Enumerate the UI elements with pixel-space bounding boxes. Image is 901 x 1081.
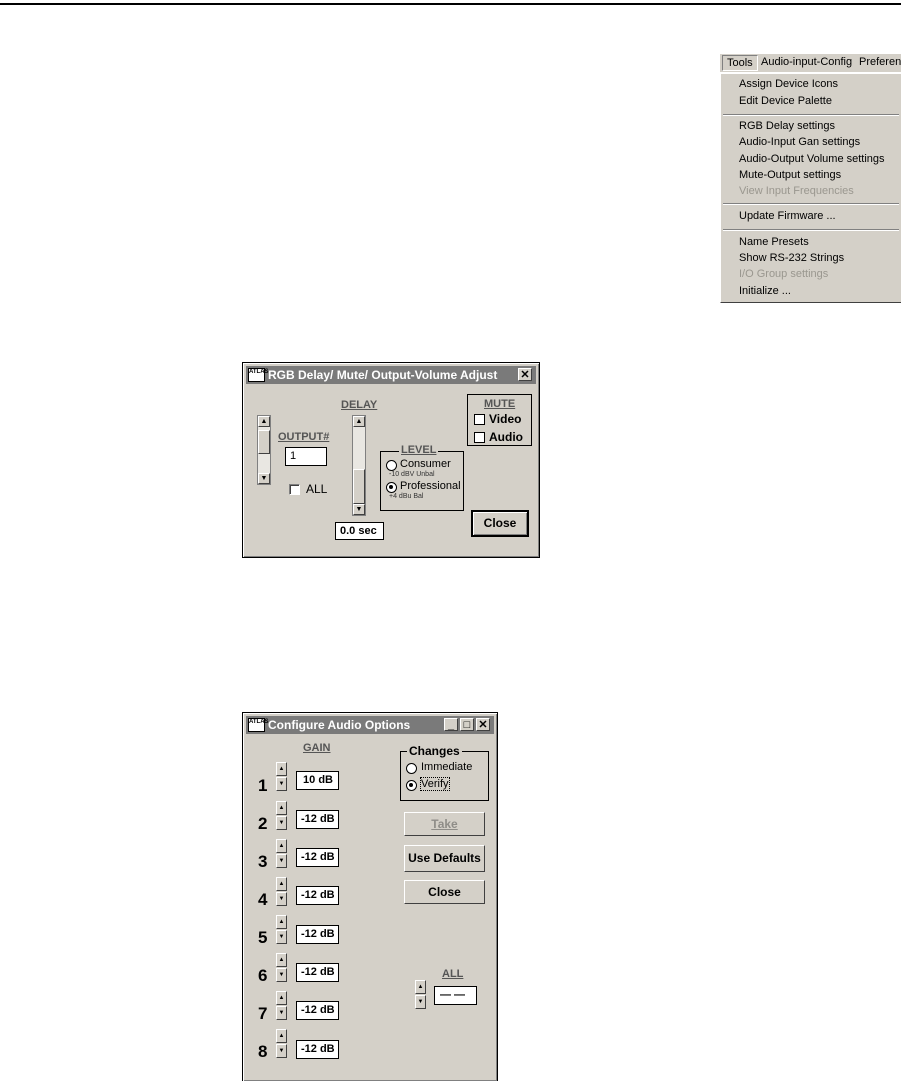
- channel-number: 6: [258, 966, 268, 985]
- menu-item-audio-output-volume-settings[interactable]: Audio-Output Volume settings: [739, 153, 885, 165]
- channel-number: 3: [258, 852, 268, 871]
- channel-number: 8: [258, 1042, 268, 1061]
- all-outputs-label: ALL: [306, 482, 328, 496]
- close-window-button[interactable]: ✕: [518, 368, 532, 381]
- spin-down-icon[interactable]: ▼: [276, 1006, 287, 1020]
- gain-value-field[interactable]: -12 dB: [296, 963, 339, 982]
- channel-number: 4: [258, 890, 268, 909]
- mute-video-label: Video: [489, 412, 522, 426]
- menu-item-audio-input-gain-settings[interactable]: Audio-Input Gan settings: [739, 136, 861, 148]
- gain-value-field[interactable]: -12 dB: [296, 1001, 339, 1020]
- window-title: RGB Delay/ Mute/ Output-Volume Adjust: [268, 368, 498, 382]
- rgb-delay-window: [242, 362, 540, 558]
- menu-separator: [723, 114, 899, 116]
- spin-up-icon[interactable]: ▲: [276, 762, 287, 776]
- minimize-button[interactable]: _: [444, 718, 458, 731]
- gain-value-field[interactable]: -12 dB: [296, 925, 339, 944]
- menu-audio-input-config[interactable]: Audio-input-Config: [761, 56, 853, 68]
- gain-value-field[interactable]: 10 dB: [296, 771, 339, 790]
- gain-value-field[interactable]: -12 dB: [296, 1040, 339, 1059]
- menu-separator: [723, 229, 899, 231]
- use-defaults-button[interactable]: Use Defaults: [404, 845, 485, 872]
- menu-item-show-rs232-strings[interactable]: Show RS-232 Strings: [739, 252, 845, 264]
- scroll-up-icon[interactable]: ▲: [258, 416, 270, 427]
- mute-audio-checkbox[interactable]: [474, 432, 485, 443]
- spin-up-icon[interactable]: ▲: [415, 980, 426, 994]
- window-title: Configure Audio Options: [268, 718, 411, 732]
- app-icon: ATLAS: [248, 368, 265, 382]
- configure-audio-window: [242, 712, 498, 1081]
- menu-item-mute-output-settings[interactable]: Mute-Output settings: [739, 169, 842, 181]
- scroll-down-icon[interactable]: ▼: [258, 473, 270, 484]
- spin-down-icon[interactable]: ▼: [276, 816, 287, 830]
- mute-video-checkbox[interactable]: [474, 414, 485, 425]
- delay-value-field: 0.0 sec: [335, 522, 384, 540]
- gain-spinner[interactable]: [276, 991, 287, 1021]
- mute-label: MUTE: [484, 398, 516, 410]
- spin-down-icon[interactable]: ▼: [276, 854, 287, 868]
- mute-audio-label: Audio: [489, 430, 523, 444]
- output-scrollbar[interactable]: [257, 415, 271, 485]
- gain-spinner[interactable]: [276, 1029, 287, 1059]
- spin-down-icon[interactable]: ▼: [276, 777, 287, 791]
- spin-down-icon[interactable]: ▼: [276, 930, 287, 944]
- scroll-down-icon[interactable]: ▼: [353, 504, 365, 515]
- professional-sub-label: +4 dBu Bal: [389, 493, 424, 500]
- spin-up-icon[interactable]: ▲: [276, 877, 287, 891]
- maximize-button[interactable]: □: [460, 718, 474, 731]
- level-label: LEVEL: [401, 444, 437, 456]
- tools-dropdown-menu: [720, 73, 901, 303]
- menu-bar: [720, 54, 901, 73]
- delay-label: DELAY: [341, 399, 378, 411]
- spin-up-icon[interactable]: ▲: [276, 991, 287, 1005]
- verify-label: Verify: [421, 778, 449, 790]
- mute-group: [467, 394, 532, 446]
- spin-down-icon[interactable]: ▼: [415, 995, 426, 1009]
- gain-value-field[interactable]: -12 dB: [296, 886, 339, 905]
- immediate-label: Immediate: [421, 761, 473, 773]
- channel-number: 2: [258, 814, 268, 833]
- delay-scrollbar[interactable]: [352, 415, 366, 516]
- menu-item-name-presets[interactable]: Name Presets: [739, 236, 809, 248]
- scroll-thumb[interactable]: [258, 430, 270, 454]
- close-button[interactable]: Close: [471, 510, 529, 537]
- close-button[interactable]: Close: [404, 880, 485, 904]
- title-bar: [246, 366, 536, 384]
- channel-number: 1: [258, 776, 268, 795]
- professional-label: Professional: [400, 480, 461, 492]
- menu-item-rgb-delay-settings[interactable]: RGB Delay settings: [739, 120, 835, 132]
- scroll-thumb[interactable]: [353, 469, 365, 504]
- gain-label: GAIN: [303, 742, 331, 754]
- spin-down-icon[interactable]: ▼: [276, 1044, 287, 1058]
- gain-value-field[interactable]: -12 dB: [296, 810, 339, 829]
- title-bar: [246, 716, 494, 734]
- spin-down-icon[interactable]: ▼: [276, 892, 287, 906]
- spin-up-icon[interactable]: ▲: [276, 839, 287, 853]
- consumer-radio[interactable]: [386, 460, 397, 471]
- level-group: [380, 444, 464, 511]
- gain-spinner[interactable]: [276, 801, 287, 831]
- scroll-up-icon[interactable]: ▲: [353, 416, 365, 427]
- all-outputs-checkbox[interactable]: [289, 484, 300, 495]
- gain-spinner[interactable]: [276, 839, 287, 869]
- all-gain-spinner[interactable]: [415, 980, 426, 1010]
- spin-up-icon[interactable]: ▲: [276, 801, 287, 815]
- all-gain-label: ALL: [442, 968, 464, 980]
- gain-spinner[interactable]: [276, 877, 287, 907]
- gain-spinner[interactable]: [276, 762, 287, 792]
- spin-up-icon[interactable]: ▲: [276, 1029, 287, 1043]
- menu-tools[interactable]: Tools: [722, 55, 758, 71]
- verify-radio[interactable]: [406, 780, 417, 791]
- gain-value-field[interactable]: -12 dB: [296, 848, 339, 867]
- channel-number: 7: [258, 1004, 268, 1023]
- menu-item-io-group-settings: I/O Group settings: [739, 268, 829, 280]
- gain-spinner[interactable]: [276, 915, 287, 945]
- output-label: OUTPUT#: [278, 431, 330, 443]
- consumer-label: Consumer: [400, 458, 451, 470]
- output-number-field[interactable]: 1: [285, 447, 327, 466]
- page-top-rule: [0, 3, 901, 5]
- channel-number: 5: [258, 928, 268, 947]
- spin-down-icon[interactable]: ▼: [276, 968, 287, 982]
- close-window-button[interactable]: ✕: [476, 718, 490, 731]
- spin-up-icon[interactable]: ▲: [276, 953, 287, 967]
- menu-item-view-input-frequencies: View Input Frequencies: [739, 185, 854, 197]
- consumer-sub-label: -10 dBV Unbal: [389, 471, 435, 478]
- all-gain-value-field[interactable]: — —: [434, 986, 477, 1005]
- changes-group: [400, 744, 489, 801]
- menu-preferences[interactable]: Preferen: [859, 56, 901, 68]
- menu-item-assign-device-icons[interactable]: Assign Device Icons: [739, 78, 839, 90]
- menu-item-initialize[interactable]: Initialize ...: [739, 285, 791, 297]
- immediate-radio[interactable]: [406, 763, 417, 774]
- professional-radio[interactable]: [386, 482, 397, 493]
- app-icon: ATLAS: [248, 718, 265, 732]
- spin-up-icon[interactable]: ▲: [276, 915, 287, 929]
- menu-item-edit-device-palette[interactable]: Edit Device Palette: [739, 95, 832, 107]
- gain-spinner[interactable]: [276, 953, 287, 983]
- menu-item-update-firmware[interactable]: Update Firmware ...: [739, 210, 836, 222]
- take-button[interactable]: Take: [404, 812, 485, 836]
- changes-label: Changes: [409, 744, 460, 758]
- menu-separator: [723, 203, 899, 205]
